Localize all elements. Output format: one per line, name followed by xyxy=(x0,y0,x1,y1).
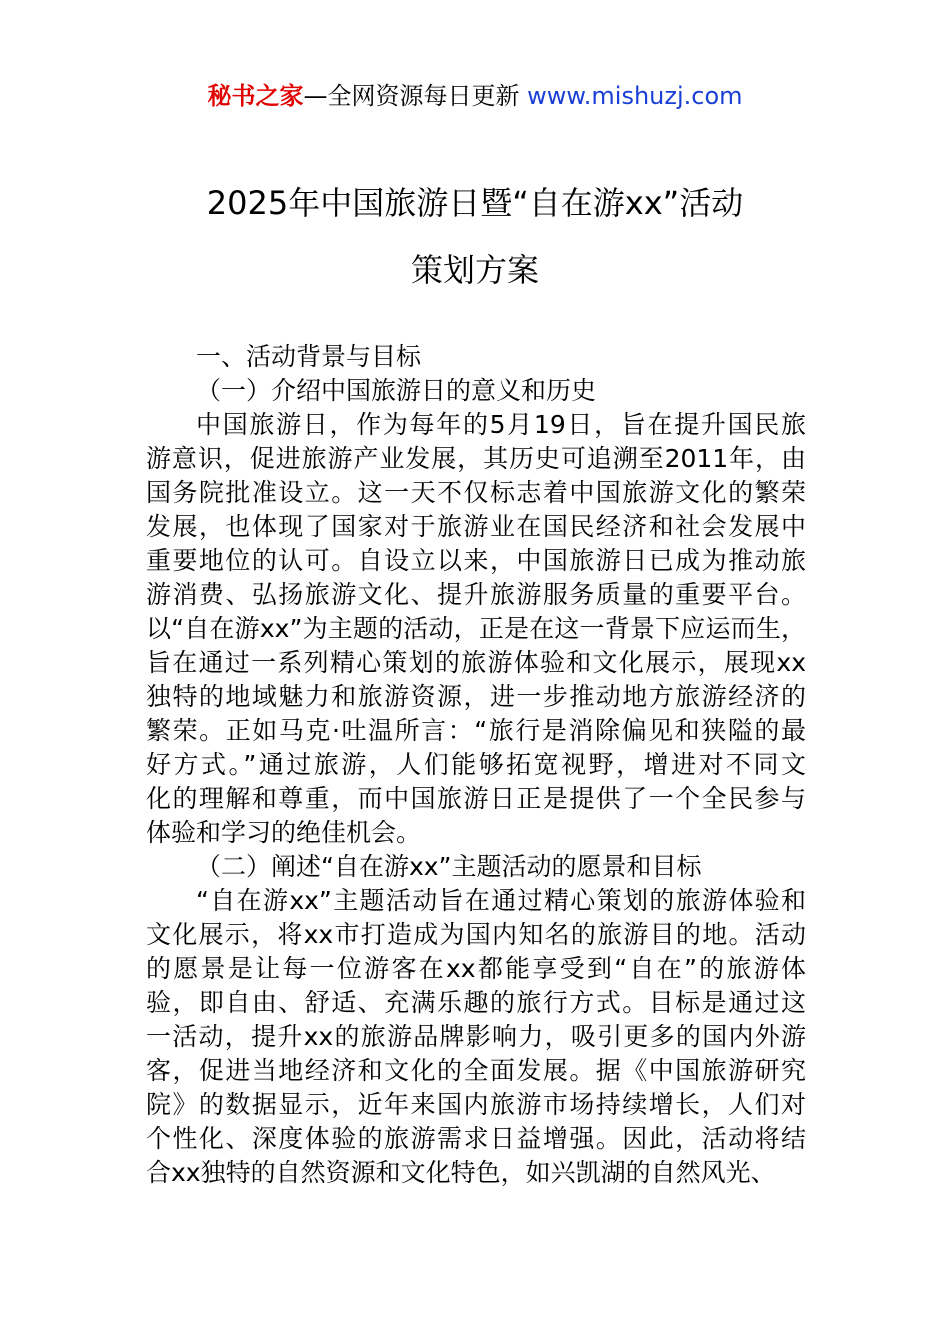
paragraph-line: 的愿景是让每一位游客在xx都能享受到“自在”的旅游体 xyxy=(146,954,806,983)
paragraph-line: 国务院批准设立。这一天不仅标志着中国旅游文化的繁荣 xyxy=(146,478,806,507)
site-slogan: —全网资源每日更新 xyxy=(303,82,528,110)
paragraph-line: 验，即自由、舒适、充满乐趣的旅行方式。目标是通过这 xyxy=(146,988,806,1017)
document-title-line-1: 2025年中国旅游日暨“自在游xx”活动 xyxy=(206,184,744,222)
document-title-line-2: 策划方案 xyxy=(410,251,539,289)
paragraph-line: 独特的地域魅力和旅游资源，进一步推动地方旅游经济的 xyxy=(146,682,806,711)
section-heading: 一、活动背景与目标 xyxy=(196,342,422,371)
paragraph-line: 合xx独特的自然资源和文化特色，如兴凯湖的自然风光、 xyxy=(146,1158,776,1187)
paragraph-line: 重要地位的认可。自设立以来，中国旅游日已成为推动旅 xyxy=(146,546,806,575)
paragraph-line: 体验和学习的绝佳机会。 xyxy=(146,818,422,847)
paragraph-line: 化的理解和尊重，而中国旅游日正是提供了一个全民参与 xyxy=(146,784,806,813)
site-header xyxy=(0,80,950,112)
paragraph-line: 游消费、弘扬旅游文化、提升旅游服务质量的重要平台。 xyxy=(146,580,806,609)
paragraph-line: 个性化、深度体验的旅游需求日益增强。因此，活动将结 xyxy=(146,1124,806,1153)
paragraph-line: 客，促进当地经济和文化的全面发展。据《中国旅游研究 xyxy=(146,1056,806,1085)
paragraph-line: 中国旅游日，作为每年的5月19日，旨在提升国民旅 xyxy=(196,410,806,439)
paragraph-line: “自在游xx”主题活动旨在通过精心策划的旅游体验和 xyxy=(196,886,806,915)
site-brand: 秘书之家 xyxy=(207,82,304,110)
paragraph-line: 繁荣。正如马克·吐温所言：“旅行是消除偏见和狭隘的最 xyxy=(146,716,806,745)
document-body xyxy=(146,340,806,1190)
paragraph-line: 文化展示，将xx市打造成为国内知名的旅游目的地。活动 xyxy=(146,920,806,949)
site-url-link[interactable]: www.mishuzj.com xyxy=(527,82,743,110)
paragraph-line: 一活动，提升xx的旅游品牌影响力，吸引更多的国内外游 xyxy=(146,1022,806,1051)
subsection-heading: （一）介绍中国旅游日的意义和历史 xyxy=(196,376,597,405)
paragraph-line: 游意识，促进旅游产业发展，其历史可追溯至2011年，由 xyxy=(146,444,806,473)
paragraph-line: 旨在通过一系列精心策划的旅游体验和文化展示，展现xx xyxy=(146,648,806,677)
paragraph-line: 好方式。”通过旅游，人们能够拓宽视野，增进对不同文 xyxy=(146,750,806,779)
paragraph-line: 以“自在游xx”为主题的活动，正是在这一背景下应运而生， xyxy=(146,614,806,643)
paragraph-line: 发展，也体现了国家对于旅游业在国民经济和社会发展中 xyxy=(146,512,806,541)
subsection-heading: （二）阐述“自在游xx”主题活动的愿景和目标 xyxy=(196,852,702,881)
paragraph-line: 院》的数据显示，近年来国内旅游市场持续增长，人们对 xyxy=(146,1090,806,1119)
